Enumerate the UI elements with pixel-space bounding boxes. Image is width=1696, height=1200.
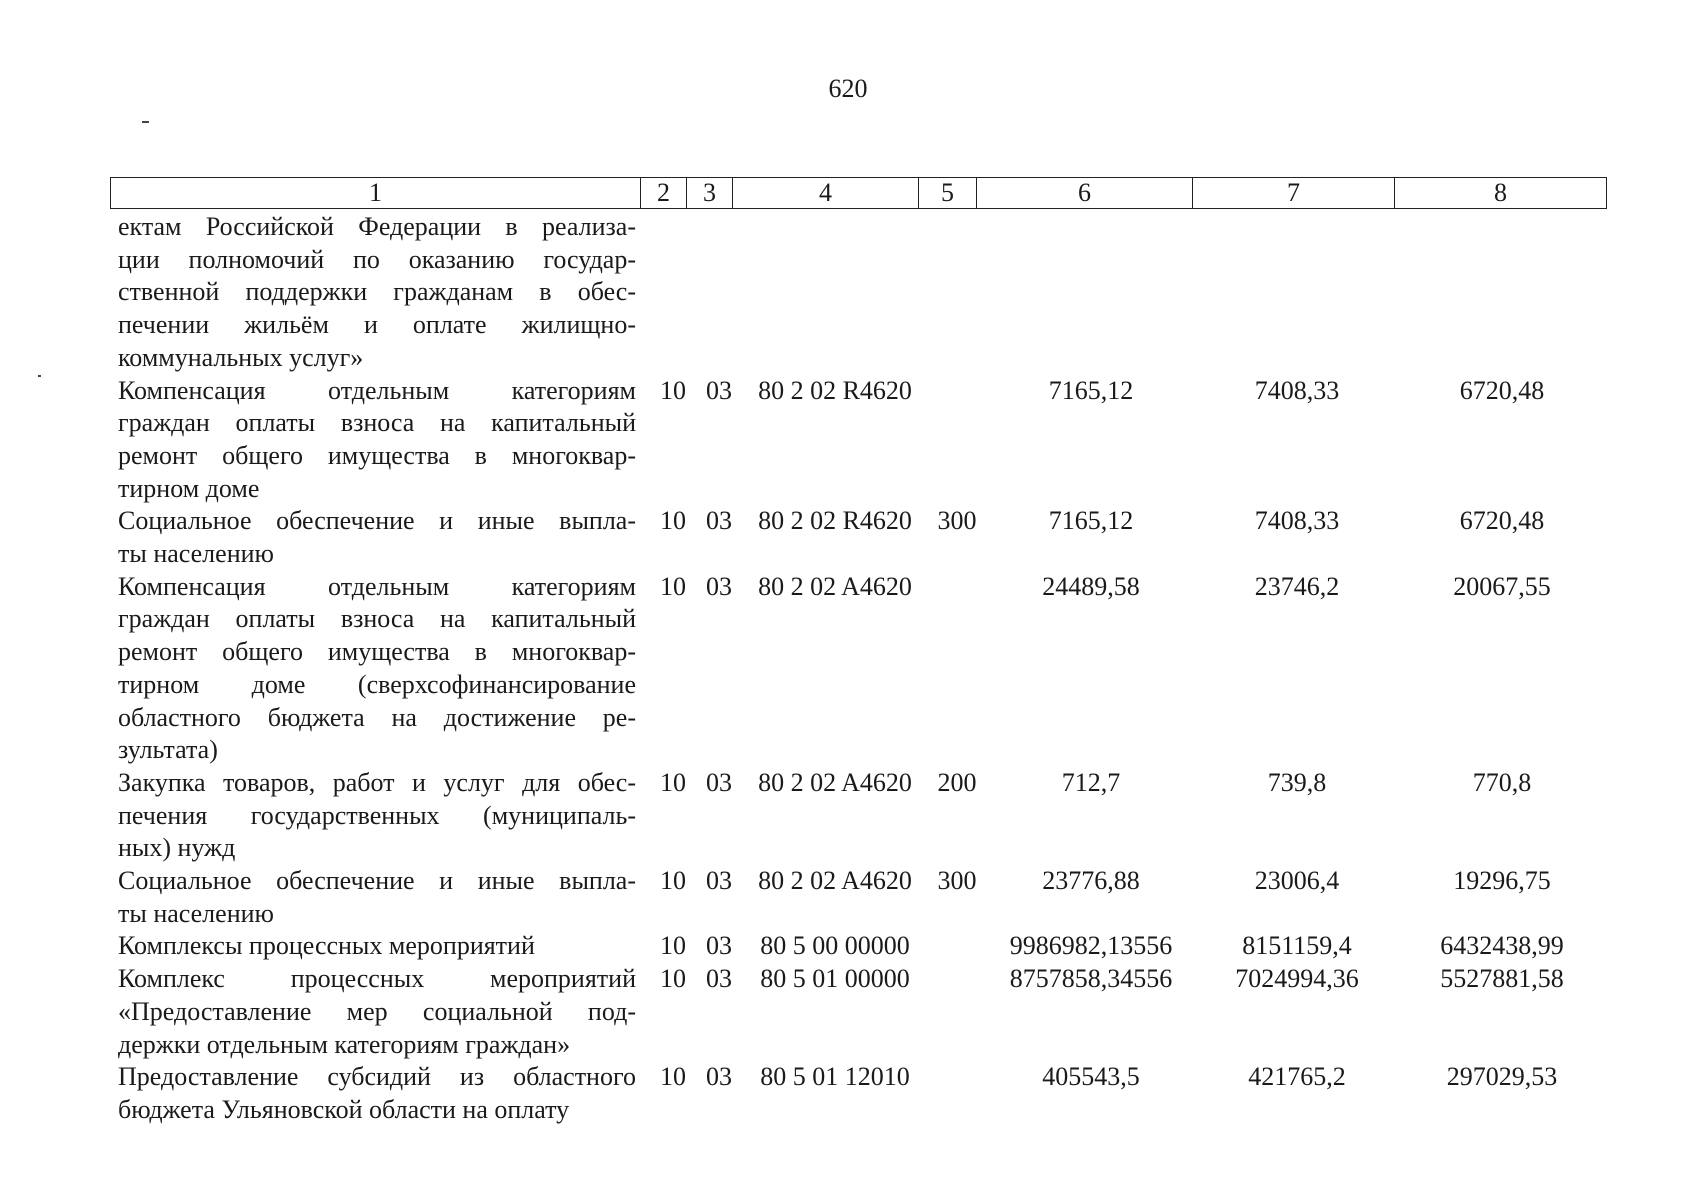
cell-col-4: 80 5 00 00000 — [760, 931, 910, 961]
cell-col-6: 7165,12 — [1048, 375, 1134, 405]
cell-col-5: 200 — [937, 767, 977, 797]
header-cell: 4 — [733, 178, 919, 209]
cell-col-3: 03 — [706, 931, 732, 961]
cell-col-6: 23776,88 — [1042, 866, 1140, 896]
cell-col-7: 421765,2 — [1248, 1062, 1346, 1092]
row-description: Комплексы процессных мероприятий — [118, 931, 535, 961]
cell-col-8: 770,8 — [1472, 767, 1532, 797]
cell-col-4: 80 2 02 R4620 — [758, 375, 912, 405]
cell-col-6: 7165,12 — [1048, 506, 1134, 536]
table-row — [110, 571, 1606, 767]
cell-col-6: 9986982,13556 — [1009, 931, 1173, 961]
cell-col-2: 10 — [660, 964, 686, 994]
cell-col-7: 23006,4 — [1254, 866, 1340, 896]
scan-mark — [38, 375, 41, 377]
cell-col-6: 712,7 — [1061, 767, 1121, 797]
cell-col-3: 03 — [706, 964, 732, 994]
cell-col-6: 8757858,34556 — [1009, 964, 1173, 994]
cell-col-3: 03 — [706, 866, 732, 896]
header-cell: 3 — [687, 178, 733, 209]
table-row — [110, 865, 1606, 930]
table-row — [110, 963, 1606, 1061]
page-number: 620 — [828, 74, 868, 103]
cell-col-7: 7408,33 — [1254, 375, 1340, 405]
cell-col-7: 7024994,36 — [1235, 964, 1359, 994]
cell-col-3: 03 — [706, 375, 732, 405]
cell-col-4: 80 5 01 00000 — [760, 964, 910, 994]
row-description: ектам Российской Федерации в реализа- ции полномочий по оказанию государ- ственной поддержки гражданам в обес- печении жильём и оплате жилищно- коммунальных услуг» — [118, 212, 636, 372]
table-header — [110, 177, 1607, 209]
row-description: Социальное обеспечение и иные выпла- ты населению — [118, 866, 636, 928]
cell-col-8: 5527881,58 — [1440, 964, 1564, 994]
row-description: Комплекс процессных мероприятий «Предоставление мер социальной под- держки отдельным категориям граждан» — [118, 964, 636, 1059]
cell-col-6: 24489,58 — [1042, 571, 1140, 601]
cell-col-8: 6720,48 — [1459, 375, 1545, 405]
cell-col-2: 10 — [660, 506, 686, 536]
header-cell: 7 — [1193, 178, 1395, 209]
table-row — [110, 767, 1606, 865]
header-cell: 6 — [977, 178, 1193, 209]
row-description: Компенсация отдельным категориям граждан оплаты взноса на капитальный ремонт общего имущества в многоквар- тирном доме — [118, 375, 636, 503]
cell-col-7: 8151159,4 — [1242, 931, 1352, 961]
cell-col-3: 03 — [706, 767, 732, 797]
cell-col-8: 6432438,99 — [1440, 931, 1564, 961]
cell-col-7: 23746,2 — [1254, 571, 1340, 601]
header-cell: 8 — [1395, 178, 1607, 209]
table-row — [110, 1061, 1606, 1126]
cell-col-3: 03 — [706, 1062, 732, 1092]
cell-col-2: 10 — [660, 571, 686, 601]
table-row — [110, 375, 1606, 506]
table-row — [110, 211, 1606, 375]
header-cell: 1 — [111, 178, 641, 209]
header-cell: 5 — [919, 178, 977, 209]
row-description: Социальное обеспечение и иные выпла- ты населению — [118, 506, 636, 569]
cell-col-3: 03 — [706, 506, 732, 536]
cell-col-5: 300 — [937, 866, 977, 896]
cell-col-4: 80 2 02 A4620 — [758, 866, 912, 896]
cell-col-4: 80 5 01 12010 — [760, 1062, 910, 1092]
cell-col-2: 10 — [660, 767, 686, 797]
cell-col-2: 10 — [660, 866, 686, 896]
cell-col-2: 10 — [660, 1062, 686, 1092]
table-row — [110, 505, 1606, 570]
table-row — [110, 930, 1606, 963]
cell-col-3: 03 — [706, 571, 732, 601]
row-description: Предоставление субсидий из областного бюджета Ульяновской области на оплату — [118, 1062, 636, 1124]
table-body — [110, 211, 1606, 1127]
header-cell: 2 — [641, 178, 687, 209]
cell-col-8: 6720,48 — [1459, 506, 1545, 536]
cell-col-7: 739,8 — [1267, 767, 1327, 797]
cell-col-7: 7408,33 — [1254, 506, 1340, 536]
cell-col-6: 405543,5 — [1042, 1062, 1140, 1092]
cell-col-5: 300 — [937, 506, 977, 536]
cell-col-4: 80 2 02 A4620 — [758, 571, 912, 601]
cell-col-8: 297029,53 — [1446, 1062, 1558, 1092]
row-description: Закупка товаров, работ и услуг для обес- печения государственных (муниципаль- ных) нужд — [118, 767, 636, 863]
cell-col-8: 19296,75 — [1453, 866, 1551, 896]
scan-mark — [142, 121, 149, 123]
cell-col-4: 80 2 02 R4620 — [758, 506, 912, 536]
cell-col-2: 10 — [660, 931, 686, 961]
cell-col-4: 80 2 02 A4620 — [758, 767, 912, 797]
row-description: Компенсация отдельным категориям граждан оплаты взноса на капитальный ремонт общего имущества в многоквар- тирном доме (сверхсофинансирование областного бюджета на достижение ре- зультата) — [118, 571, 636, 765]
cell-col-2: 10 — [660, 375, 686, 405]
cell-col-8: 20067,55 — [1453, 571, 1551, 601]
